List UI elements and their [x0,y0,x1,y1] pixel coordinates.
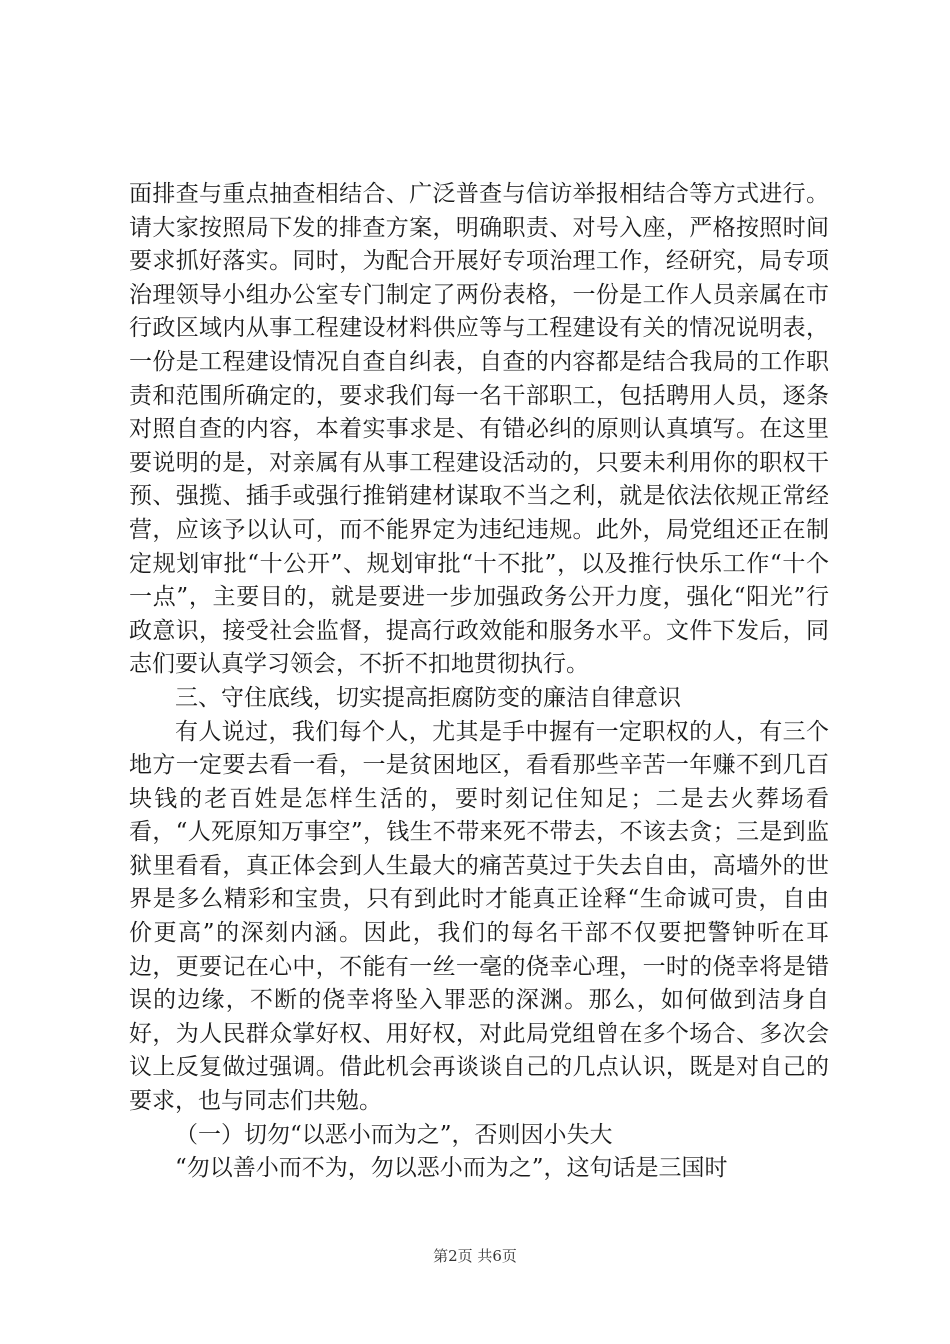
page-number-footer: 第2页 共6页 [433,1247,517,1265]
body-paragraph: 面排查与重点抽查相结合、广泛普查与信访举报相结合等方式进行。请大家按照局下发的排查方案，明确职责、对号入座，严格按照时间要求抓好落实。同时，为配合开展好专项治理工作，经研究，局专项治理领导小组办公室专门制定了两份表格，一份是工作人员亲属在市行政区域内从事工程建设材料供应等与工程建设有关的情况说明表，一份是工程建设情况自查自纠表，自查的内容都是结合我局的工作职责和范围所确定的，要求我们每一名干部职工，包括聘用人员，逐条对照自查的内容，本着实事求是、有错必纠的原则认真填写。在这里要说明的是，对亲属有从事工程建设活动的，只要未利用你的职权干预、强揽、插手或强行推销建材谋取不当之利，就是依法依规正常经营，应该予以认可，而不能界定为违纪违规。此外，局党组还正在制定规划审批“十公开”、规划审批“十不批”，以及推行快乐工作“十个一点”，主要目的，就是要进一步加强政务公开力度，强化“阳光”行政意识，接受社会监督，提高行政效能和服务水平。文件下发后，同志们要认真学习领会，不折不扣地贯彻执行。 [129,181,829,678]
section-heading: 三、守住底线，切实提高拒腐防变的廉洁自律意识 [175,684,681,711]
body-paragraph: “勿以善小而不为，勿以恶小而为之”，这句话是三国时 [175,1155,728,1182]
body-paragraph: 有人说过，我们每个人，尤其是手中握有一定职权的人，有三个地方一定要去看一看，一是贫困地区，看看那些辛苦一年赚不到几百块钱的老百姓是怎样生活的，要时刻记住知足；二是去火葬场看看，“人死原知万事空”，钱生不带来死不带去，不该去贪；三是到监狱里看看，真正体会到人生最大的痛苦莫过于失去自由，高墙外的世界是多么精彩和宝贵，只有到此时才能真正诠释“生命诚可贵，自由价更高”的深刻内涵。因此，我们的每名干部不仅要把警钟听在耳边，更要记在心中，不能有一丝一毫的侥幸心理，一时的侥幸将是错误的边缘，不断的侥幸将坠入罪恶的深渊。那么，如何做到洁身自好，为人民群众掌好权、用好权，对此局党组曾在多个场合、多次会议上反复做过强调。借此机会再谈谈自己的几点认识，既是对自己的要求，也与同志们共勉。 [129,718,829,1115]
subsection-heading: （一）切勿“以恶小而为之”，否则因小失大 [175,1121,613,1148]
document-body [129,178,829,1186]
